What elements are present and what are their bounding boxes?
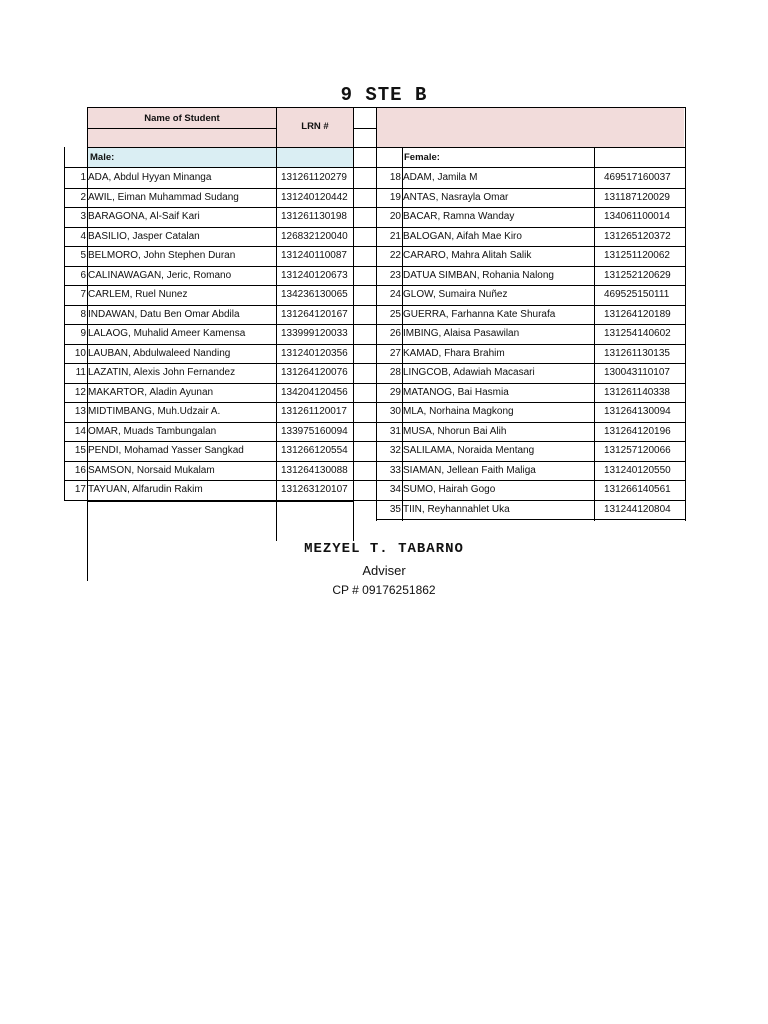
male-student-name: BASILIO, Jasper Catalan — [88, 230, 200, 242]
female-row-number: 27 — [389, 347, 401, 359]
grid-line — [87, 500, 353, 502]
male-student-name: BARAGONA, Al-Saif Kari — [88, 211, 200, 222]
male-student-lrn: 131261130198 — [281, 211, 347, 222]
grid-line — [64, 344, 376, 345]
grid-line — [377, 461, 685, 462]
female-row-number: 18 — [389, 172, 401, 183]
male-student-lrn: 126832120040 — [281, 230, 348, 242]
page-title: 9 STE B — [340, 84, 428, 106]
male-student-name: LALAOG, Muhalid Ameer Kamensa — [88, 328, 246, 339]
grid-line — [377, 519, 685, 520]
male-student-name: INDAWAN, Datu Ben Omar Abdila — [88, 308, 240, 320]
grid-line — [64, 461, 376, 462]
grid-line — [377, 422, 685, 423]
male-row-number: 2 — [80, 191, 86, 203]
grid-line — [64, 147, 65, 500]
grid-line — [377, 363, 685, 364]
female-row-number: 22 — [389, 250, 401, 261]
male-student-lrn: 133999120033 — [281, 328, 348, 339]
male-student-name: PENDI, Mohamad Yasser Sangkad — [88, 445, 244, 456]
grid-line — [377, 246, 685, 247]
male-row-number: 12 — [74, 386, 86, 398]
male-row-number: 6 — [80, 269, 86, 281]
male-student-lrn: 131263120107 — [281, 484, 348, 495]
male-student-lrn: 131264120167 — [281, 308, 348, 320]
female-row-number: 33 — [389, 464, 401, 476]
grid-line — [377, 383, 685, 384]
female-student-lrn: 131240120550 — [604, 464, 671, 476]
female-row-number: 23 — [389, 269, 401, 281]
female-student-name: GUERRA, Farhanna Kate Shurafa — [403, 308, 556, 320]
female-student-lrn: 134061100014 — [604, 211, 670, 222]
grid-line — [64, 246, 376, 247]
grid-line — [377, 227, 685, 228]
female-student-name: DATUA SIMBAN, Rohania Nalong — [403, 269, 554, 281]
male-student-name: CALINAWAGAN, Jeric, Romano — [88, 269, 232, 281]
female-student-lrn: 131265120372 — [604, 230, 671, 242]
male-student-lrn: 131240110087 — [281, 250, 347, 261]
grid-line — [377, 266, 685, 267]
female-row-number: 35 — [389, 503, 401, 515]
female-label: Female: — [404, 152, 440, 163]
female-student-name: KAMAD, Fhara Brahim — [403, 347, 505, 359]
female-student-lrn: 131261140338 — [604, 386, 670, 398]
male-student-lrn: 133975160094 — [281, 425, 348, 437]
female-row-number: 28 — [389, 367, 401, 378]
male-row-number: 7 — [80, 289, 86, 300]
female-student-name: IMBING, Alaisa Pasawilan — [403, 328, 520, 339]
lrn-header: LRN # — [301, 121, 329, 132]
female-student-name: LINGCOB, Adawiah Macasari — [403, 367, 535, 378]
grid-line — [377, 480, 685, 481]
female-row-number: 25 — [389, 308, 401, 320]
female-row-number: 29 — [389, 386, 401, 398]
male-student-name: MIDTIMBANG, Muh.Udzair A. — [88, 406, 221, 417]
grid-line — [377, 344, 685, 345]
female-student-lrn: 131244120804 — [604, 503, 671, 515]
male-row-number: 3 — [80, 211, 86, 222]
male-row-number: 11 — [75, 367, 86, 378]
female-student-lrn: 131264120196 — [604, 425, 671, 437]
female-student-lrn: 131257120066 — [604, 445, 671, 456]
male-row-number: 13 — [74, 406, 86, 417]
female-row-number: 26 — [389, 328, 401, 339]
grid-line — [64, 324, 376, 325]
name-of-student-header: Name of Student — [144, 113, 220, 124]
female-student-lrn: 131187120029 — [604, 191, 670, 203]
female-student-lrn: 131264120189 — [604, 308, 671, 320]
female-student-name: ADAM, Jamila M — [403, 172, 478, 183]
female-student-lrn: 131266140561 — [604, 484, 671, 495]
grid-line — [353, 128, 376, 129]
female-row-number: 31 — [389, 425, 401, 437]
grid-line — [87, 147, 685, 148]
female-student-name: MLA, Norhaina Magkong — [403, 406, 514, 417]
male-lrn-bg — [277, 148, 353, 168]
male-row-number: 10 — [74, 347, 86, 359]
male-student-name: AWIL, Eiman Muhammad Sudang — [88, 191, 239, 203]
female-row-number: 24 — [389, 289, 401, 300]
male-student-lrn: 131264130088 — [281, 464, 348, 476]
male-student-name: CARLEM, Ruel Nunez — [88, 289, 188, 300]
male-student-name: LAZATIN, Alexis John Fernandez — [88, 367, 236, 378]
grid-line — [376, 107, 377, 521]
male-student-name: LAUBAN, Abdulwaleed Nanding — [88, 347, 231, 359]
male-student-lrn: 131266120554 — [281, 445, 348, 456]
male-student-lrn: 134204120456 — [281, 386, 348, 398]
male-student-lrn: 131240120356 — [281, 347, 348, 359]
header-bg-right — [377, 108, 684, 148]
female-student-lrn: 131261130135 — [604, 347, 670, 359]
adviser-contact: CP # 09176251862 — [332, 583, 436, 597]
male-student-lrn: 131240120673 — [281, 269, 348, 281]
grid-line — [377, 441, 685, 442]
male-row-number: 9 — [80, 328, 86, 339]
female-student-lrn: 131264130094 — [604, 406, 671, 417]
female-student-name: GLOW, Sumaira Nuñez — [403, 289, 508, 300]
female-student-name: ANTAS, Nasrayla Omar — [403, 191, 509, 203]
female-row-number: 21 — [389, 230, 401, 242]
grid-line — [64, 227, 376, 228]
female-student-name: MUSA, Nhorun Bai Alih — [403, 425, 507, 437]
female-student-lrn: 469517160037 — [604, 172, 671, 183]
male-row-number: 17 — [74, 484, 86, 495]
male-student-lrn: 131264120076 — [281, 367, 348, 378]
male-row-number: 5 — [80, 250, 86, 261]
grid-line — [64, 266, 376, 267]
male-row-number: 14 — [74, 425, 86, 437]
male-row-number: 4 — [80, 230, 86, 242]
male-student-name: MAKARTOR, Aladin Ayunan — [88, 386, 214, 398]
female-student-lrn: 130043110107 — [604, 367, 670, 378]
female-row-number: 34 — [389, 484, 401, 495]
grid-line — [377, 188, 685, 189]
adviser-role: Adviser — [362, 563, 406, 578]
female-row-number: 20 — [389, 211, 401, 222]
female-row-number: 30 — [389, 406, 401, 417]
grid-line — [377, 285, 685, 286]
grid-line — [64, 167, 376, 168]
grid-line — [64, 188, 376, 189]
grid-line — [87, 107, 685, 108]
female-student-name: TIIN, Reyhannahlet Uka — [403, 503, 510, 515]
adviser-name: MEZYEL T. TABARNO — [304, 541, 464, 557]
female-row-number: 32 — [389, 445, 401, 456]
male-student-name: OMAR, Muads Tambungalan — [88, 425, 217, 437]
grid-line — [87, 107, 88, 581]
grid-line — [685, 107, 686, 521]
grid-line — [64, 402, 376, 403]
female-student-lrn: 469525150111 — [604, 289, 670, 300]
grid-line — [377, 324, 685, 325]
grid-line — [64, 441, 376, 442]
male-row-number: 8 — [80, 308, 86, 320]
grid-line — [64, 383, 376, 384]
grid-line — [353, 107, 354, 541]
grid-line — [87, 128, 276, 129]
male-student-name: ADA, Abdul Hyyan Minanga — [88, 172, 212, 183]
female-student-name: SUMO, Hairah Gogo — [403, 484, 496, 495]
male-student-lrn: 134236130065 — [281, 289, 348, 300]
male-row-number: 15 — [74, 445, 86, 456]
female-student-name: MATANOG, Bai Hasmia — [403, 386, 509, 398]
grid-line — [377, 402, 685, 403]
female-row-number: 19 — [389, 191, 401, 203]
grid-line — [377, 305, 685, 306]
female-student-lrn: 131251120062 — [604, 250, 670, 261]
male-label-bg — [88, 148, 276, 168]
male-row-number: 16 — [74, 464, 86, 476]
grid-line — [594, 147, 595, 521]
female-student-name: BACAR, Ramna Wanday — [403, 211, 515, 222]
grid-line — [64, 422, 376, 423]
grid-line — [377, 207, 685, 208]
grid-line — [64, 285, 376, 286]
grid-line — [64, 305, 376, 306]
male-student-lrn: 131261120279 — [281, 172, 347, 183]
male-student-lrn: 131240120442 — [281, 191, 348, 203]
female-student-lrn: 131254140602 — [604, 328, 671, 339]
grid-line — [64, 480, 376, 481]
male-student-name: TAYUAN, Alfarudin Rakim — [88, 484, 203, 495]
male-student-name: BELMORO, John Stephen Duran — [88, 250, 236, 261]
grid-line — [64, 363, 376, 364]
female-student-lrn: 131252120629 — [604, 269, 671, 281]
grid-line — [377, 167, 685, 168]
male-row-number: 1 — [80, 172, 86, 183]
male-student-lrn: 131261120017 — [281, 406, 347, 417]
male-label: Male: — [90, 152, 115, 163]
female-student-name: CARARO, Mahra Alitah Salik — [403, 250, 532, 261]
grid-line — [377, 500, 685, 501]
male-student-name: SAMSON, Norsaid Mukalam — [88, 464, 215, 476]
grid-line — [276, 107, 277, 541]
female-student-name: SIAMAN, Jellean Faith Maliga — [403, 464, 536, 476]
female-student-name: SALILAMA, Noraida Mentang — [403, 445, 535, 456]
grid-line — [402, 147, 403, 521]
female-student-name: BALOGAN, Aifah Mae Kiro — [403, 230, 522, 242]
grid-line — [64, 207, 376, 208]
